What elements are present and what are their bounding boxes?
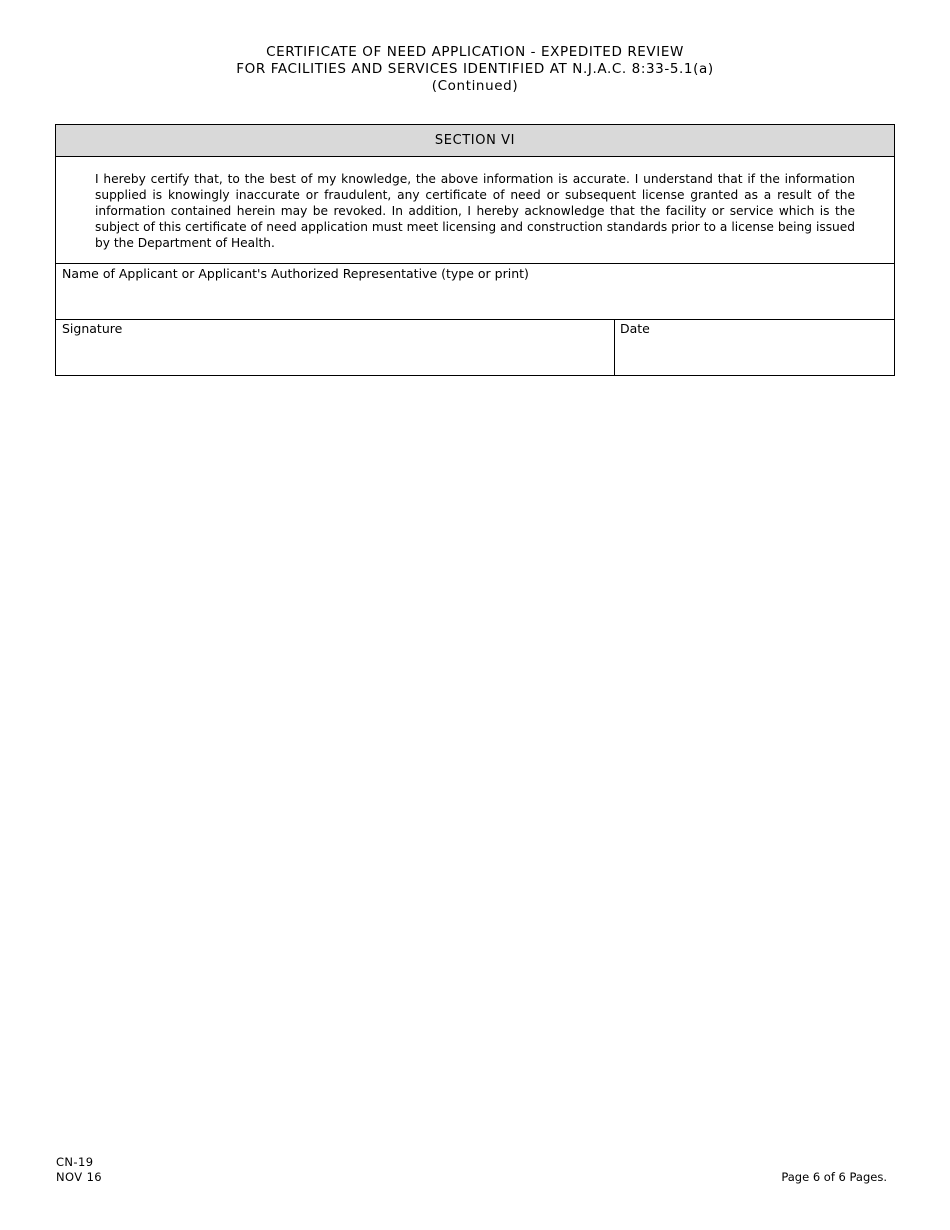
signature-date-row <box>56 320 894 375</box>
signature-field[interactable] <box>56 320 615 375</box>
signature-input[interactable] <box>62 336 608 368</box>
section-title: SECTION VI <box>56 125 894 157</box>
applicant-name-input[interactable] <box>62 281 888 313</box>
date-input[interactable] <box>620 336 889 368</box>
form-title: CERTIFICATE OF NEED APPLICATION - EXPEDITED REVIEW <box>266 44 684 60</box>
form-subtitle: FOR FACILITIES AND SERVICES IDENTIFIED AT N.J.A.C. 8:33-5.1(a) <box>236 61 714 77</box>
page-number: Page 6 of 6 Pages. <box>781 1170 887 1184</box>
form-revision-date: NOV 16 <box>56 1170 103 1184</box>
certification-statement-cell <box>56 157 894 264</box>
applicant-name-field[interactable] <box>56 264 894 320</box>
document-header <box>0 44 950 95</box>
applicant-name-label: Name of Applicant or Applicant's Authorized Representative (type or print) <box>62 266 529 281</box>
certification-form <box>55 124 895 376</box>
form-identifier <box>56 1155 102 1185</box>
continued-label: (Continued) <box>431 78 519 94</box>
date-label: Date <box>620 321 650 336</box>
certification-statement: I hereby certify that, to the best of my knowledge, the above information is accurate. I understand that if the information supplied is knowingly inaccurate or fraudulent, any certificate of need or subsequent license granted as a result of the information contained herein may be revoked. In addition, I hereby acknowledge that the facility or service which is the subject of this certificate of need application must meet licensing and construction standards prior to a license being issued by the Department of Health. <box>95 172 855 250</box>
signature-label: Signature <box>62 321 123 336</box>
date-field[interactable] <box>615 320 894 375</box>
form-number: CN-19 <box>56 1155 94 1169</box>
